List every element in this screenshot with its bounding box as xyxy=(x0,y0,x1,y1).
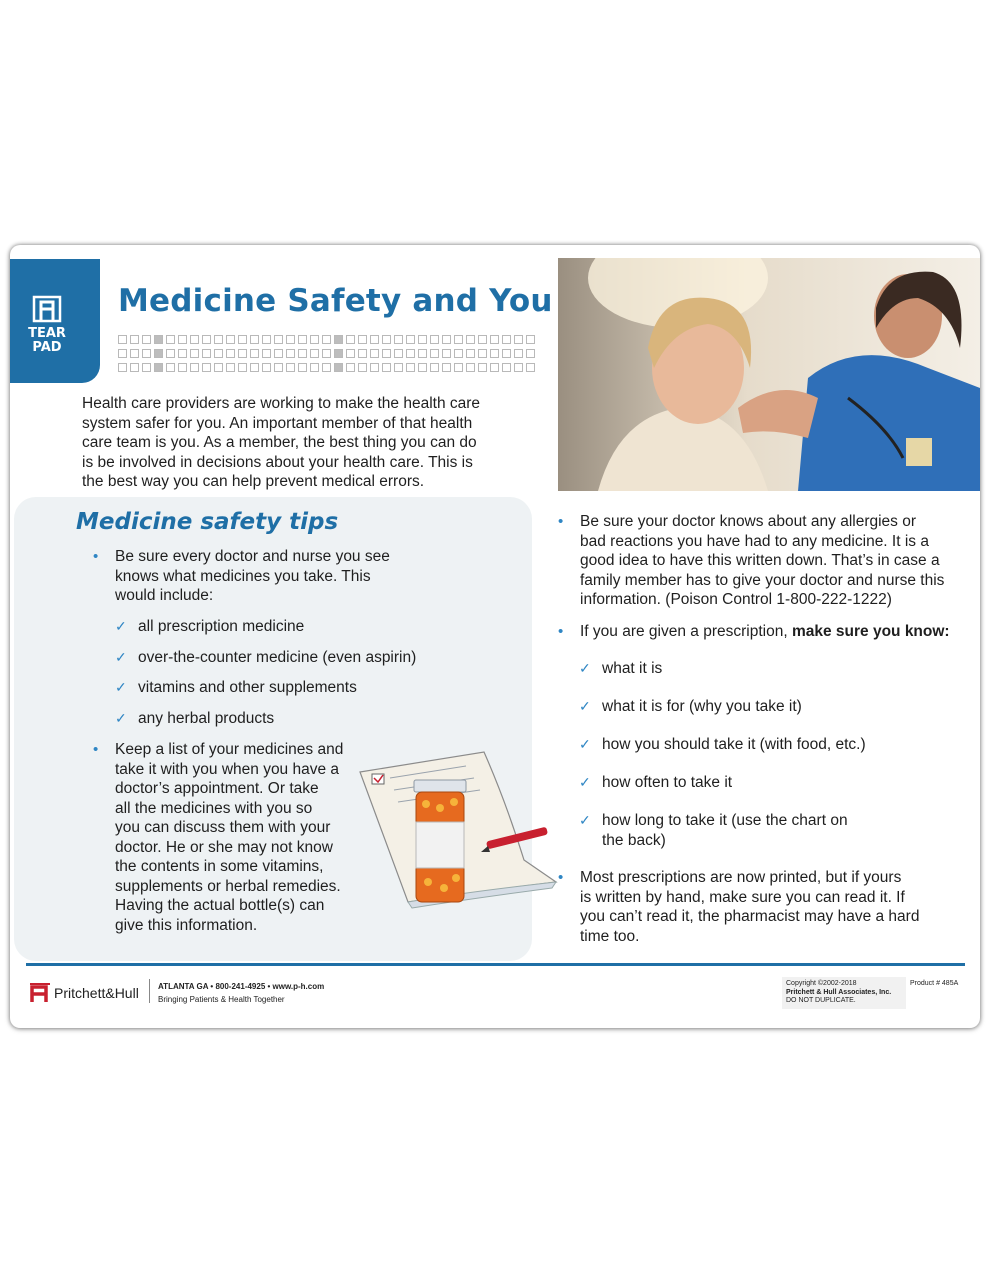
pritchett-hull-logo-icon xyxy=(28,981,52,1003)
check-label: vitamins and other supplements xyxy=(138,679,357,696)
bullet-line: information. (Poison Control 1-800-222-1222) xyxy=(580,591,892,608)
check-label: how long to take it (use the chart on xyxy=(602,812,848,829)
footer-contact: ATLANTA GA • 800-241-4925 • www.p-h.com xyxy=(158,982,325,991)
bullet-line: knows what medicines you take. This xyxy=(115,567,371,585)
left-check-4 xyxy=(115,709,275,729)
checkmark-icon: ✓ xyxy=(579,698,591,714)
bullet-text: If you are given a prescription, xyxy=(580,623,792,640)
bullet-line: doctor’s appointment. Or take xyxy=(115,780,319,797)
checkmark-icon: ✓ xyxy=(579,812,591,828)
check-label: what it is for (why you take it) xyxy=(602,698,802,715)
tear-pad-logo xyxy=(10,259,100,383)
right-check-5 xyxy=(579,811,848,850)
checkmark-icon: ✓ xyxy=(115,618,127,634)
bullet-line: Be sure your doctor knows about any allergies or xyxy=(580,513,917,530)
left-bullet-1 xyxy=(93,547,415,606)
right-bullet-2 xyxy=(558,622,970,642)
patient-nurse-photo xyxy=(558,258,980,491)
right-check-3 xyxy=(579,735,866,755)
bullet-dot-icon: • xyxy=(558,623,564,640)
checkmark-icon: ✓ xyxy=(579,736,591,752)
tips-heading: Medicine safety tips xyxy=(76,509,339,535)
check-label: all prescription medicine xyxy=(138,618,305,635)
product-number: Product # 485A xyxy=(910,980,959,987)
bullet-line: Be sure every doctor and nurse you see xyxy=(115,548,390,565)
check-label: what it is xyxy=(602,660,663,677)
bullet-line: supplements or herbal remedies. xyxy=(115,877,341,895)
bullet-dot-icon: • xyxy=(558,869,564,886)
bullet-dot-icon: • xyxy=(558,513,564,530)
left-check-1 xyxy=(115,617,305,637)
right-check-2 xyxy=(579,697,802,717)
ph-logo-icon xyxy=(32,293,62,323)
copyright-line: Pritchett & Hull Associates, Inc. xyxy=(786,988,892,996)
bullet-line: time too. xyxy=(580,927,640,945)
right-check-4 xyxy=(579,773,733,793)
left-bullet-2 xyxy=(93,740,365,935)
bullet-line: Having the actual bottle(s) can xyxy=(115,897,325,914)
right-bullet-1 xyxy=(558,512,970,610)
bullet-line: bad reactions you have had to any medicine. It is a xyxy=(580,532,929,550)
footer-tagline: Bringing Patients & Health Together xyxy=(158,995,285,1004)
bullet-line: take it with you when you have a xyxy=(115,760,340,778)
checkmark-icon: ✓ xyxy=(115,679,127,695)
check-label-cont: the back) xyxy=(602,831,666,849)
bullet-line: give this information. xyxy=(115,916,258,934)
footer-rule xyxy=(26,963,965,966)
left-check-2 xyxy=(115,648,417,668)
checkmark-icon: ✓ xyxy=(579,774,591,790)
handout-page xyxy=(10,245,980,1028)
intro-paragraph xyxy=(82,394,502,492)
logo-line-1: TEAR xyxy=(28,326,66,341)
check-label: over-the-counter medicine (even aspirin) xyxy=(138,649,417,666)
bullet-line: Most prescriptions are now printed, but if yours xyxy=(580,869,902,886)
prescription-bottle-illustration xyxy=(356,742,566,912)
bullet-line: good idea to have this written down. That’s in case a xyxy=(580,552,940,569)
checkmark-icon: ✓ xyxy=(115,710,127,726)
footer-divider xyxy=(149,979,150,1003)
bullet-line: is written by hand, make sure you can read it. If xyxy=(580,888,905,906)
left-check-3 xyxy=(115,678,357,698)
check-label: how you should take it (with food, etc.) xyxy=(602,736,866,753)
bullet-dot-icon: • xyxy=(93,741,99,758)
bullet-line: you can discuss them with your xyxy=(115,819,331,836)
copyright-line: DO NOT DUPLICATE. xyxy=(786,997,856,1004)
copyright-notice xyxy=(786,980,891,1006)
bullet-line: family member has to give your doctor and nurse this xyxy=(580,571,945,589)
bullet-line: Keep a list of your medicines and xyxy=(115,741,344,758)
intro-line: Health care providers are working to make the health care xyxy=(82,395,481,412)
decorative-dot-grid xyxy=(118,335,542,375)
bullet-bold-text: make sure you know: xyxy=(791,623,950,640)
checkmark-icon: ✓ xyxy=(115,649,127,665)
bullet-line: would include: xyxy=(115,587,214,604)
bullet-line: all the medicines with you so xyxy=(115,799,313,817)
intro-line: the best way you can help prevent medical errors. xyxy=(82,473,425,490)
check-label: any herbal products xyxy=(138,710,275,727)
brand-name: Pritchett&Hull xyxy=(54,985,139,1001)
bullet-line: the contents in some vitamins, xyxy=(115,858,324,875)
copyright-line: Copyright ©2002-2018 xyxy=(786,980,857,987)
intro-line: is be involved in decisions about your health care. This is xyxy=(82,453,473,471)
check-label: how often to take it xyxy=(602,774,733,791)
intro-line: system safer for you. An important member of that health xyxy=(82,414,473,432)
logo-line-2: PAD xyxy=(32,340,62,355)
bullet-line: doctor. He or she may not know xyxy=(115,838,333,856)
intro-line: care team is you. As a member, the best thing you can do xyxy=(82,434,477,451)
right-check-1 xyxy=(579,659,663,679)
right-bullet-3 xyxy=(558,868,970,946)
bullet-line: you can’t read it, the pharmacist may have a hard xyxy=(580,908,920,925)
page-title: Medicine Safety and You xyxy=(118,283,553,319)
bullet-dot-icon: • xyxy=(93,548,99,565)
checkmark-icon: ✓ xyxy=(579,660,591,676)
